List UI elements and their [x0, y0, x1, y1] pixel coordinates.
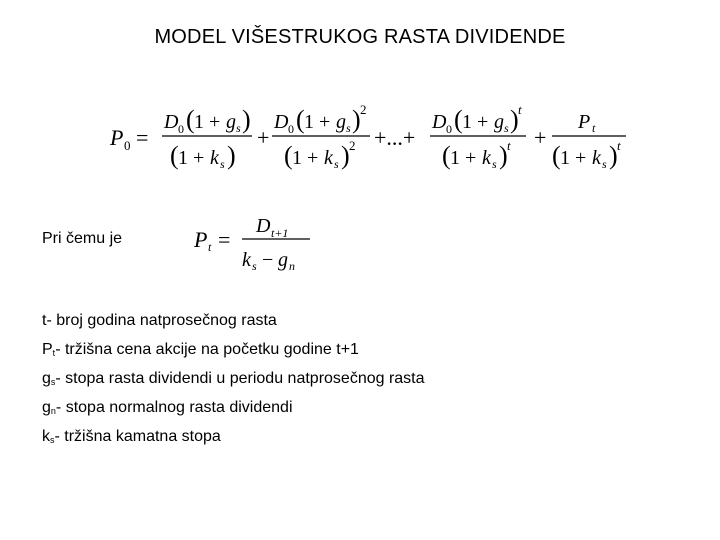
svg-text:1 +: 1 + — [292, 147, 319, 169]
svg-text:s: s — [334, 157, 339, 171]
svg-text:t: t — [592, 121, 596, 135]
svg-text:1 +: 1 + — [178, 147, 205, 169]
svg-text:t: t — [208, 240, 212, 254]
svg-text:k: k — [242, 249, 251, 271]
intro-label: Pri čemu je — [42, 230, 123, 247]
definition-text: - stopa normalnog rasta dividendi — [55, 399, 293, 416]
svg-text:): ) — [352, 105, 361, 134]
svg-text:s: s — [220, 157, 225, 171]
definition-text: - tržišna cena akcije na početku godine t+1 — [55, 341, 359, 358]
svg-text:=: = — [218, 227, 231, 252]
svg-text:g: g — [278, 249, 288, 271]
term-2 — [272, 102, 370, 171]
definition-gs — [42, 366, 425, 395]
svg-text:P: P — [110, 125, 124, 150]
svg-text:s: s — [492, 157, 497, 171]
svg-text:): ) — [227, 141, 236, 170]
svg-text:t: t — [507, 138, 511, 153]
svg-text:P: P — [194, 227, 208, 252]
svg-text:2: 2 — [349, 138, 356, 153]
svg-text:(: ( — [170, 141, 179, 170]
definition-text: - tržišna kamatna stopa — [54, 428, 221, 445]
svg-text:D: D — [432, 111, 447, 133]
main-formula — [100, 96, 640, 180]
symbol: g — [42, 370, 51, 387]
terminal-formula-svg — [190, 208, 320, 278]
symbol: k — [42, 428, 50, 445]
svg-text:0: 0 — [124, 138, 131, 153]
svg-text:t: t — [518, 102, 522, 117]
svg-text:k: k — [592, 147, 601, 169]
svg-text:g: g — [494, 111, 504, 133]
svg-text:): ) — [242, 105, 251, 134]
svg-text:0: 0 — [288, 122, 294, 136]
svg-text:(: ( — [284, 141, 293, 170]
svg-text:0: 0 — [446, 122, 452, 136]
svg-text:1 +: 1 + — [462, 111, 489, 133]
svg-text:1 +: 1 + — [304, 111, 331, 133]
ellipsis: +...+ — [374, 125, 416, 150]
svg-text:=: = — [136, 125, 149, 150]
definition-pt — [42, 337, 425, 366]
term-3 — [430, 102, 526, 171]
svg-text:−: − — [262, 249, 274, 271]
svg-text:0: 0 — [178, 122, 184, 136]
definition-text: - broj godina natprosečnog rasta — [46, 312, 277, 329]
svg-text:s: s — [236, 121, 241, 135]
svg-text:s: s — [252, 259, 257, 273]
terminal-formula — [190, 208, 320, 278]
symbol-sub: t — [52, 348, 56, 358]
svg-text:1 +: 1 + — [194, 111, 221, 133]
plus-sign-1: + — [257, 125, 270, 150]
definition-ks — [42, 424, 425, 453]
svg-text:2: 2 — [360, 102, 367, 117]
page-title: MODEL VIŠESTRUKOG RASTA DIVIDENDE — [154, 26, 566, 48]
svg-text:k: k — [210, 147, 219, 169]
svg-text:D: D — [274, 111, 289, 133]
symbol: P — [42, 341, 53, 358]
symbol-sub: n — [50, 406, 56, 416]
symbol-sub: s — [50, 435, 55, 445]
symbol: t — [42, 312, 47, 329]
main-formula-svg — [100, 96, 640, 180]
svg-text:k: k — [482, 147, 491, 169]
svg-text:(: ( — [186, 105, 195, 134]
symbol-sub: s — [50, 377, 56, 387]
svg-text:): ) — [499, 141, 508, 170]
svg-text:1 +: 1 + — [560, 147, 587, 169]
definition-text: - stopa rasta dividendi u periodu natprosečnog rasta — [55, 370, 425, 387]
svg-text:D: D — [164, 111, 179, 133]
lhs-p0 — [109, 125, 148, 153]
svg-text:): ) — [341, 141, 350, 170]
svg-text:): ) — [609, 141, 618, 170]
svg-text:g: g — [226, 111, 236, 133]
svg-text:n: n — [289, 259, 295, 273]
plus-sign-2: + — [534, 125, 547, 150]
definitions-list — [42, 308, 425, 453]
svg-text:(: ( — [442, 141, 451, 170]
svg-text:s: s — [346, 121, 351, 135]
svg-text:(: ( — [296, 105, 305, 134]
definition-gn — [42, 395, 425, 424]
svg-text:s: s — [602, 157, 607, 171]
svg-text:(: ( — [454, 105, 463, 134]
svg-text:D: D — [256, 215, 271, 237]
svg-text:): ) — [510, 105, 519, 134]
svg-text:t+1: t+1 — [271, 226, 289, 240]
svg-text:t: t — [617, 138, 621, 153]
svg-text:s: s — [504, 121, 509, 135]
term-4 — [552, 111, 626, 171]
svg-text:k: k — [324, 147, 333, 169]
svg-text:g: g — [336, 111, 346, 133]
svg-text:1 +: 1 + — [450, 147, 477, 169]
definition-t — [42, 308, 425, 337]
symbol: g — [42, 399, 51, 416]
svg-text:(: ( — [552, 141, 561, 170]
svg-text:P: P — [578, 111, 591, 133]
term-1 — [162, 105, 252, 171]
